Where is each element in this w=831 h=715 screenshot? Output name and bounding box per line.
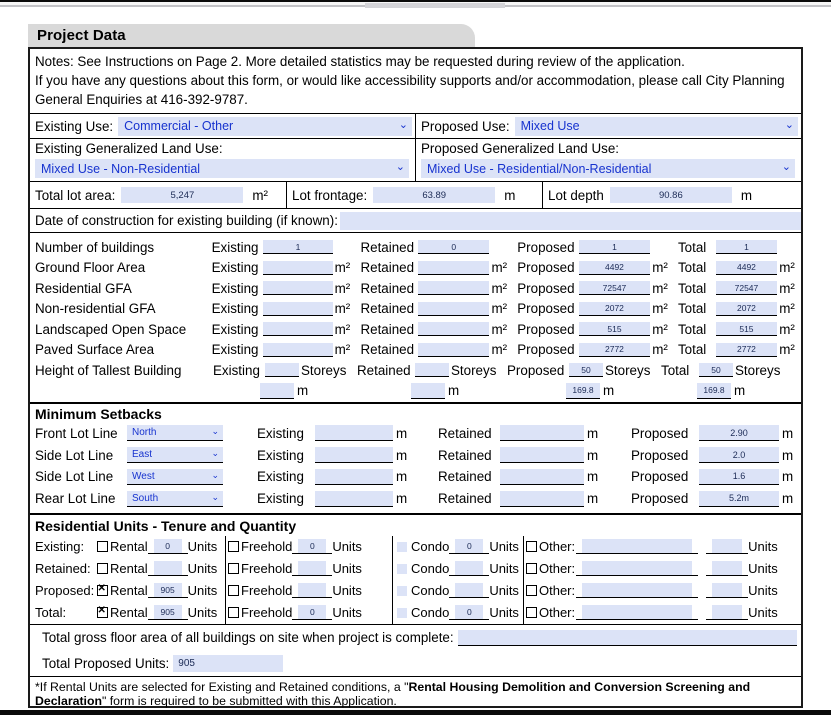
proposed-gen-use-label: Proposed Generalized Land Use:: [421, 141, 620, 156]
side-lot-line-east-select[interactable]: [127, 447, 223, 462]
col-existing: Existing: [211, 301, 259, 317]
unit-label: m: [603, 383, 615, 398]
lot-frontage-cell: [286, 182, 542, 208]
other-text-field[interactable]: [576, 605, 698, 620]
retained-field[interactable]: [418, 343, 489, 357]
setback-label: Side Lot Line: [35, 469, 114, 485]
units-label: Units: [187, 561, 218, 577]
unit-label: m: [396, 425, 408, 441]
bottom-page-edge: [0, 710, 831, 715]
units-label: Units: [748, 561, 778, 577]
condo-checkbox[interactable]: [397, 586, 407, 596]
freehold-units-field[interactable]: 0: [292, 539, 332, 554]
col-existing: Existing: [257, 491, 304, 507]
retained-field[interactable]: [500, 469, 584, 485]
existing-field[interactable]: [315, 491, 393, 507]
setback-row: [35, 466, 801, 488]
row-label: Non-residential GFA: [35, 301, 156, 317]
rental-label: Rental: [110, 561, 148, 577]
page-title: Project Data: [37, 27, 126, 44]
unit-label: Storeys: [451, 362, 497, 378]
units-heading: Residential Units - Tenure and Quantity: [35, 517, 297, 534]
proposed-field[interactable]: 1: [579, 240, 650, 254]
units-label: Units: [489, 605, 519, 621]
proposed-field[interactable]: 50: [569, 363, 603, 377]
lot-dimensions-row: [30, 182, 801, 209]
col-proposed: Proposed: [517, 342, 575, 358]
col-existing: Existing: [211, 280, 259, 296]
proposed-field[interactable]: 515: [579, 322, 650, 336]
col-proposed: Proposed: [631, 491, 689, 507]
existing-use-value: Commercial - Other: [124, 119, 234, 133]
proposed-field[interactable]: 2072: [579, 302, 650, 316]
existing-metres-field[interactable]: [260, 383, 294, 399]
total-field[interactable]: 2072: [716, 302, 778, 316]
other-checkbox[interactable]: [526, 563, 537, 574]
condo-checkbox[interactable]: [397, 542, 407, 552]
lot-frontage-unit: m: [504, 187, 516, 203]
use-row: [30, 114, 801, 139]
unit-label: Storeys: [605, 362, 651, 378]
notes-line1: Notes: See Instructions on Page 2. More detailed statistics may be requested during review of the application.: [35, 54, 685, 69]
col-proposed: Proposed: [631, 447, 689, 463]
unit-label: m: [782, 425, 794, 441]
unit-label: m²: [652, 301, 668, 317]
unit-label: m²: [779, 342, 795, 358]
unit-label: m²: [779, 321, 795, 337]
col-retained: Retained: [360, 342, 415, 358]
lot-frontage-label: Lot frontage:: [292, 187, 368, 203]
generalized-use-row: [30, 139, 801, 182]
retained-field[interactable]: 0: [418, 240, 489, 254]
total-proposed-units-field[interactable]: 905: [173, 655, 283, 672]
freehold-units-field[interactable]: [292, 583, 332, 598]
existing-gen-use-label: Existing Generalized Land Use:: [35, 141, 223, 156]
existing-field[interactable]: [263, 261, 332, 275]
freehold-label: Freehold: [241, 583, 293, 599]
condo-units-field[interactable]: [449, 561, 489, 576]
condo-units-field[interactable]: 0: [449, 539, 489, 554]
unit-label: m²: [652, 321, 668, 337]
col-total: Total: [677, 239, 707, 255]
table-row: [35, 319, 801, 340]
other-units-field[interactable]: [706, 561, 748, 576]
unit-label: m²: [779, 301, 795, 317]
other-units-field[interactable]: [706, 583, 748, 598]
units-label: Units: [489, 561, 519, 577]
proposed-field[interactable]: 1.6: [699, 469, 779, 485]
chevron-down-icon: ⌄: [211, 426, 219, 437]
proposed-field[interactable]: 72547: [579, 281, 650, 295]
rental-units-field[interactable]: 905: [148, 583, 188, 598]
unit-label: m²: [779, 260, 795, 276]
unit-label: m²: [334, 301, 351, 317]
condo-label: Condo: [411, 583, 450, 599]
unit-label: m: [448, 383, 460, 398]
lot-area-unit: m²: [252, 187, 269, 203]
unit-label: m: [587, 447, 599, 463]
other-label: Other:: [539, 605, 576, 621]
col-total: Total: [661, 362, 690, 378]
lot-area-cell: [30, 182, 286, 208]
units-row-existing: [30, 536, 801, 558]
retained-field[interactable]: [500, 447, 584, 463]
unit-label: m: [782, 491, 794, 507]
unit-label: m²: [652, 280, 668, 296]
retained-field[interactable]: [418, 302, 489, 316]
unit-label: m: [396, 469, 408, 485]
total-field[interactable]: 515: [716, 322, 778, 336]
unit-label: m²: [334, 342, 351, 358]
condo-checkbox[interactable]: [397, 608, 407, 618]
direction-value: East: [132, 449, 153, 461]
other-label: Other:: [539, 583, 576, 599]
freehold-checkbox[interactable]: [228, 607, 239, 618]
col-retained: Retained: [438, 425, 492, 441]
units-label: Units: [187, 539, 218, 555]
lot-depth-unit: m: [740, 187, 753, 203]
col-total: Total: [677, 301, 707, 317]
unit-label: m²: [652, 260, 668, 276]
table-row: [35, 299, 801, 320]
unit-label: m²: [491, 342, 508, 358]
setbacks-heading: Minimum Setbacks: [35, 405, 162, 422]
col-total: Total: [677, 280, 707, 296]
retained-field[interactable]: [418, 261, 489, 275]
minimum-setbacks-section: [30, 404, 801, 515]
unit-label: m: [396, 447, 408, 463]
footnote-text: " form is required to be submitted with this Application.: [101, 694, 397, 709]
other-units-field[interactable]: [706, 539, 748, 554]
rental-label: Rental: [110, 583, 148, 599]
side-lot-line-west-select[interactable]: [127, 469, 223, 484]
units-label: Units: [332, 561, 362, 577]
chevron-down-icon: ⌄: [211, 469, 219, 480]
project-data-form: [28, 47, 803, 708]
table-row: [35, 258, 801, 279]
col-proposed: Proposed: [517, 239, 575, 255]
table-row: [35, 340, 801, 361]
total-gfa-field[interactable]: [458, 630, 797, 646]
col-proposed: Proposed: [517, 321, 575, 337]
existing-gen-use-select[interactable]: [35, 159, 409, 178]
section-tab: [28, 24, 475, 47]
freehold-label: Freehold: [241, 561, 293, 577]
table-row: [35, 278, 801, 299]
units-label: Units: [332, 539, 362, 555]
direction-value: South: [132, 492, 159, 504]
retained-field[interactable]: [418, 322, 489, 336]
freehold-units-field[interactable]: [292, 561, 332, 576]
other-checkbox[interactable]: [526, 607, 537, 618]
col-total: Total: [677, 321, 707, 337]
chevron-down-icon: ⌄: [398, 118, 408, 131]
proposed-use-select[interactable]: [515, 117, 798, 136]
existing-gen-use-value: Mixed Use - Non-Residential: [41, 161, 201, 176]
row-label: Total:: [35, 605, 67, 621]
existing-field[interactable]: [315, 469, 393, 485]
setback-label: Side Lot Line: [35, 447, 114, 463]
lot-depth-field[interactable]: 90.86: [610, 187, 732, 203]
units-row-proposed: [30, 580, 801, 602]
col-proposed: Proposed: [517, 260, 575, 276]
row-label: Number of buildings: [35, 239, 155, 255]
row-label: Existing:: [35, 539, 85, 555]
other-text-field[interactable]: [576, 583, 698, 598]
col-retained: Retained: [360, 280, 415, 296]
construction-date-label: Date of construction for existing building (if known):: [35, 213, 338, 228]
unit-label: m²: [491, 321, 508, 337]
units-label: Units: [489, 583, 519, 599]
rental-checkbox[interactable]: [97, 563, 108, 574]
statistics-table: [30, 233, 801, 404]
col-proposed: Proposed: [507, 362, 565, 378]
col-proposed: Proposed: [631, 425, 689, 441]
units-label: Units: [332, 583, 362, 599]
existing-field[interactable]: 1: [263, 240, 332, 254]
col-retained: Retained: [438, 469, 492, 485]
units-row-total: [30, 602, 801, 624]
retained-field[interactable]: [415, 363, 449, 377]
unit-label: m: [587, 469, 599, 485]
col-existing: Existing: [211, 342, 259, 358]
table-row-height: [35, 360, 801, 381]
unit-label: Storeys: [301, 362, 347, 378]
other-checkbox[interactable]: [526, 585, 537, 596]
chevron-down-icon: ⌄: [781, 161, 791, 173]
units-label: Units: [187, 605, 218, 621]
total-proposed-units-row: [30, 651, 801, 676]
unit-label: m: [297, 383, 309, 398]
unit-label: m: [734, 383, 746, 398]
proposed-field[interactable]: 2772: [579, 343, 650, 357]
row-label: Paved Surface Area: [35, 342, 155, 358]
total-gfa-label: Total gross floor area of all buildings on site when project is complete:: [42, 630, 454, 646]
unit-label: m²: [334, 280, 351, 296]
col-total: Total: [677, 342, 707, 358]
lot-area-label: Total lot area:: [35, 187, 116, 203]
units-label: Units: [332, 605, 362, 621]
table-row: [35, 237, 801, 258]
other-text-field[interactable]: [576, 561, 698, 576]
units-label: Units: [748, 583, 778, 599]
existing-field[interactable]: [263, 302, 332, 316]
col-retained: Retained: [360, 301, 415, 317]
condo-label: Condo: [411, 539, 450, 555]
col-existing: Existing: [213, 362, 260, 378]
row-label: Retained:: [35, 561, 91, 577]
proposed-gen-use-value: Mixed Use - Residential/Non-Residential: [427, 161, 652, 176]
unit-label: m²: [652, 342, 668, 358]
proposed-metres-field[interactable]: 169.8: [566, 383, 600, 399]
footnote-bold-text: Rental Housing Demolition and Conversion Screening and Declaration: [35, 679, 751, 709]
unit-label: m: [587, 425, 599, 441]
unit-label: m: [396, 491, 408, 507]
existing-field[interactable]: [315, 447, 393, 463]
total-field[interactable]: 72547: [716, 281, 778, 295]
total-field[interactable]: 50: [699, 363, 733, 377]
setback-label: Front Lot Line: [35, 425, 118, 441]
col-retained: Retained: [438, 447, 492, 463]
existing-field[interactable]: [315, 425, 393, 441]
col-retained: Retained: [360, 260, 415, 276]
retained-field[interactable]: [500, 425, 584, 441]
unit-label: m²: [334, 321, 351, 337]
units-label: Units: [489, 539, 519, 555]
chevron-down-icon: ⌄: [784, 118, 794, 131]
proposed-field[interactable]: 2.0: [699, 447, 779, 463]
setback-row: [35, 444, 801, 466]
proposed-gen-use-cell: [415, 139, 801, 181]
existing-use-select[interactable]: [118, 117, 412, 136]
existing-field[interactable]: [263, 343, 332, 357]
units-label: Units: [748, 605, 778, 621]
units-label: Units: [187, 583, 218, 599]
proposed-gen-use-select[interactable]: [421, 159, 795, 178]
total-proposed-units-label: Total Proposed Units:: [42, 655, 170, 671]
col-existing: Existing: [211, 239, 259, 255]
unit-label: m²: [491, 301, 508, 317]
col-proposed: Proposed: [517, 301, 575, 317]
col-existing: Existing: [211, 321, 259, 337]
condo-checkbox[interactable]: [397, 564, 407, 574]
other-checkbox[interactable]: [526, 541, 537, 552]
other-label: Other:: [539, 539, 576, 555]
freehold-checkbox[interactable]: [228, 563, 239, 574]
rental-units-field[interactable]: 905: [148, 605, 188, 620]
retained-field[interactable]: [418, 281, 489, 295]
row-label: Residential GFA: [35, 280, 132, 296]
footnote: [30, 676, 801, 712]
chevron-down-icon: ⌄: [395, 161, 405, 173]
proposed-use-label: Proposed Use:: [421, 118, 510, 134]
notes-block: [30, 49, 801, 114]
unit-label: m²: [779, 280, 795, 296]
setback-row: [35, 423, 801, 445]
proposed-field[interactable]: 2.90: [699, 425, 779, 441]
existing-gen-use-cell: [30, 139, 415, 181]
residential-units-section: [30, 515, 801, 624]
freehold-label: Freehold: [241, 605, 293, 621]
lot-area-field[interactable]: 5,247: [121, 187, 243, 203]
freehold-checkbox[interactable]: [228, 541, 239, 552]
proposed-field[interactable]: 5.2m: [699, 491, 779, 507]
total-metres-field[interactable]: 169.8: [697, 383, 731, 399]
proposed-use-value: Mixed Use: [520, 119, 580, 133]
proposed-field[interactable]: 4492: [579, 261, 650, 275]
unit-label: m²: [491, 280, 508, 296]
top-scrollbar-track[interactable]: [0, 0, 831, 7]
setback-label: Rear Lot Line: [35, 491, 116, 507]
condo-units-field[interactable]: [449, 583, 489, 598]
total-field[interactable]: 4492: [716, 261, 778, 275]
total-field[interactable]: 2772: [716, 343, 778, 357]
lot-depth-label: Lot depth: [548, 187, 604, 203]
col-retained: Retained: [360, 239, 415, 255]
other-units-field[interactable]: [706, 605, 748, 620]
height-metres-row: [35, 381, 801, 401]
col-existing: Existing: [257, 469, 304, 485]
footnote-text: *If Rental Units are selected for Existing and Retained conditions, a ": [35, 679, 409, 694]
col-total: Total: [677, 260, 707, 276]
col-retained: Retained: [357, 362, 411, 378]
unit-label: m: [782, 469, 794, 485]
lot-frontage-field[interactable]: 63.89: [373, 187, 495, 203]
retained-field[interactable]: [500, 491, 584, 507]
retained-metres-field[interactable]: [411, 383, 445, 399]
row-label: Landscaped Open Space: [35, 321, 187, 337]
rear-lot-line-select[interactable]: [127, 491, 223, 506]
unit-label: Storeys: [735, 362, 781, 378]
other-label: Other:: [539, 561, 576, 577]
proposed-use-cell: [415, 114, 801, 138]
unit-label: m²: [334, 260, 351, 276]
construction-date-row: [30, 209, 801, 233]
lot-depth-cell: [542, 182, 801, 208]
col-existing: Existing: [257, 447, 304, 463]
condo-label: Condo: [411, 561, 450, 577]
row-label: Height of Tallest Building: [35, 362, 182, 378]
col-existing: Existing: [257, 425, 304, 441]
total-field[interactable]: 1: [716, 240, 778, 254]
rental-checkbox[interactable]: [97, 585, 108, 596]
condo-units-field[interactable]: 0: [449, 605, 489, 620]
other-text-field[interactable]: [576, 539, 698, 554]
units-row-retained: [30, 558, 801, 580]
rental-checkbox[interactable]: [97, 607, 108, 618]
front-lot-line-select[interactable]: [127, 425, 223, 440]
unit-label: m: [782, 447, 794, 463]
rental-label: Rental: [110, 539, 148, 555]
freehold-checkbox[interactable]: [228, 585, 239, 596]
existing-field[interactable]: [263, 322, 332, 336]
setback-row: [35, 488, 801, 510]
chevron-down-icon: ⌄: [211, 448, 219, 459]
notes-line2: If you have any questions about this form, or would like accessibility supports and/or accommodation, please call City Planning General Enquiries at 416-392-9787.: [35, 73, 785, 108]
unit-label: m: [587, 491, 599, 507]
rental-label: Rental: [110, 605, 148, 621]
direction-value: North: [132, 427, 157, 439]
row-label: Proposed:: [35, 583, 95, 599]
rental-units-field[interactable]: 0: [148, 539, 188, 554]
direction-value: West: [132, 470, 155, 482]
unit-label: m²: [491, 260, 508, 276]
scrollbar-thumb[interactable]: [365, 3, 505, 8]
existing-use-label: Existing Use:: [35, 118, 114, 134]
total-gfa-row: [30, 624, 801, 651]
col-proposed: Proposed: [517, 280, 575, 296]
condo-label: Condo: [411, 605, 450, 621]
existing-field[interactable]: [263, 281, 332, 295]
existing-use-cell: [30, 114, 415, 138]
col-retained: Retained: [438, 491, 492, 507]
rental-units-field[interactable]: [148, 561, 188, 576]
row-label: Ground Floor Area: [35, 260, 146, 276]
rental-checkbox[interactable]: [97, 541, 108, 552]
col-proposed: Proposed: [631, 469, 689, 485]
freehold-units-field[interactable]: 0: [292, 605, 332, 620]
construction-date-field[interactable]: [340, 212, 801, 230]
units-label: Units: [748, 539, 778, 555]
col-existing: Existing: [211, 260, 259, 276]
chevron-down-icon: ⌄: [211, 491, 219, 502]
col-retained: Retained: [360, 321, 415, 337]
freehold-label: Freehold: [241, 539, 293, 555]
existing-field[interactable]: [265, 363, 299, 377]
